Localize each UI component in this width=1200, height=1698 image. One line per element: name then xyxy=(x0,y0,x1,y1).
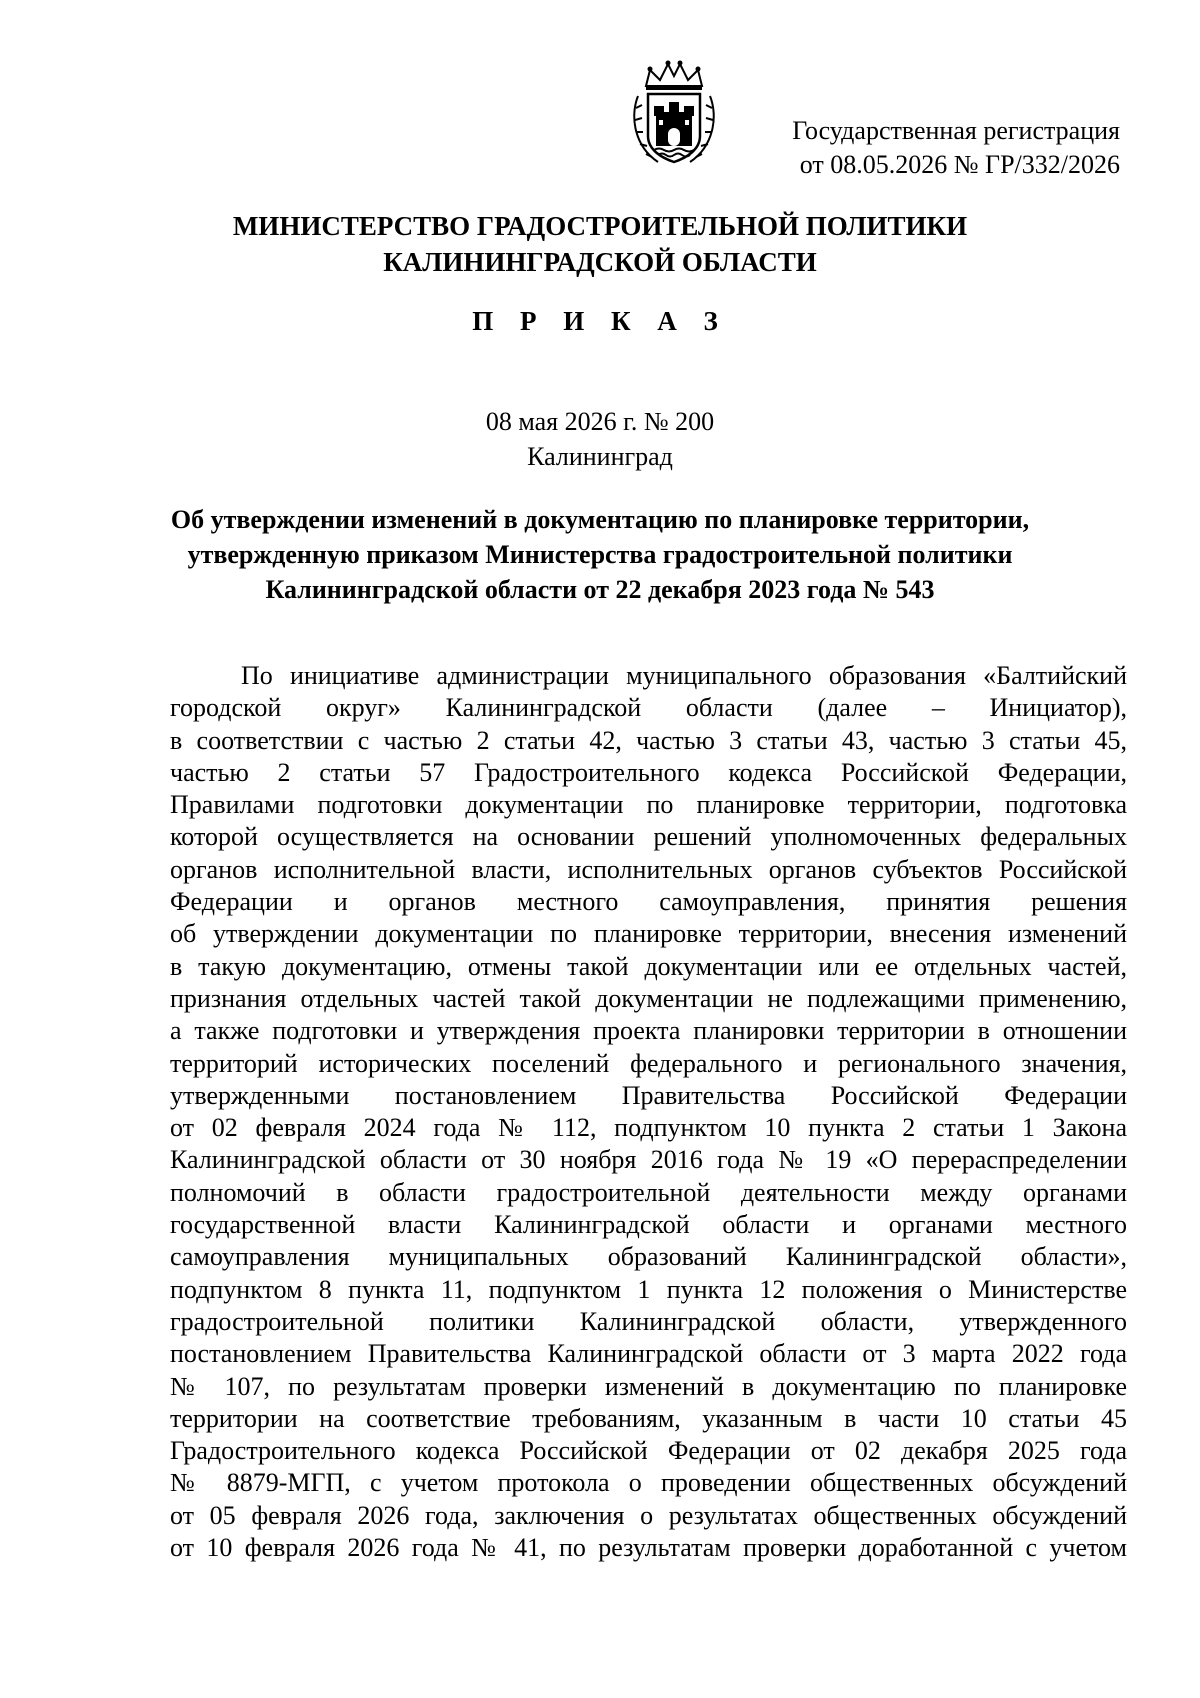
body-text-line: Правилами подготовки документации по планировке территории, подготовка xyxy=(170,790,1127,820)
body-text-line: которой осуществляется на основании решений уполномоченных федеральных xyxy=(170,822,1127,852)
subject-line-1: Об утверждении изменений в документацию по планировке территории, xyxy=(170,505,1030,534)
subject-line-2: утвержденную приказом Министерства градостроительной политики xyxy=(187,540,1013,569)
body-text-line: территории на соответствие требованиям, указанным в части 10 статьи 45 xyxy=(170,1403,1127,1433)
state-registration-block xyxy=(792,114,1120,182)
ministry-name-heading xyxy=(0,208,1200,280)
body-text-line: от 10 февраля 2026 года № 41, по результатам проверки доработанной с учетом xyxy=(170,1533,1127,1563)
order-date-number: 08 мая 2026 г. № 200 xyxy=(485,407,715,436)
subject-line-3: Калининградской области от 22 декабря 2023 года № 543 xyxy=(265,575,935,604)
body-text-line: самоуправления муниципальных образований Калининградской области», xyxy=(170,1242,1127,1272)
ministry-name-line-1: МИНИСТЕРСТВО ГРАДОСТРОИТЕЛЬНОЙ ПОЛИТИКИ xyxy=(232,211,968,241)
body-text-line: государственной власти Калининградской области и органами местного xyxy=(170,1210,1127,1240)
body-text-line: градостроительной политики Калининградской области, утвержденного xyxy=(170,1306,1127,1336)
body-text-line: Градостроительного кодекса Российской Федерации от 02 декабря 2025 года xyxy=(170,1436,1127,1466)
body-text-line: территорий исторических поселений федерального и регионального значения, xyxy=(170,1048,1127,1078)
body-text-line: городской округ» Калининградской области (далее – Инициатор), xyxy=(170,693,1127,723)
body-text-line: органов исполнительной власти, исполнительных органов субъектов Российской xyxy=(170,854,1127,884)
body-text-line: По инициативе администрации муниципального образования «Балтийский xyxy=(241,661,1127,690)
body-text-line: признания отдельных частей такой документации не подлежащими применению, xyxy=(170,983,1127,1013)
order-city: Калининград xyxy=(527,442,673,471)
registration-number: от 08.05.2026 № ГР/332/2026 xyxy=(799,150,1120,179)
body-text-line: в такую документацию, отмены такой документации или ее отдельных частей, xyxy=(170,951,1127,981)
body-text-line: № 8879-МГП, с учетом протокола о проведении общественных обсуждений xyxy=(170,1468,1127,1498)
body-text-line: от 02 февраля 2024 года № 112, подпунктом 10 пункта 2 статьи 1 Закона xyxy=(170,1113,1127,1143)
body-text-line: а также подготовки и утверждения проекта планировки территории в отношении xyxy=(170,1016,1127,1046)
coat-of-arms-emblem xyxy=(628,56,720,168)
order-subject-heading xyxy=(80,502,1120,607)
body-text-line: утвержденными постановлением Правительства Российской Федерации xyxy=(170,1080,1127,1110)
body-text-line: Калининградской области от 30 ноября 2016 года № 19 «О перераспределении xyxy=(170,1145,1127,1175)
body-text-line: частью 2 статьи 57 Градостроительного кодекса Российской Федерации, xyxy=(170,757,1127,787)
registration-label: Государственная регистрация xyxy=(792,116,1120,145)
ministry-name-line-2: КАЛИНИНГРАДСКОЙ ОБЛАСТИ xyxy=(383,247,817,277)
body-text-line: № 107, по результатам проверки изменений в документацию по планировке xyxy=(170,1371,1127,1401)
order-date-block xyxy=(0,404,1200,474)
body-text-line: полномочий в области градостроительной деятельности между органами xyxy=(170,1177,1127,1207)
body-text-line: постановлением Правительства Калининградской области от 3 марта 2022 года xyxy=(170,1339,1127,1369)
order-body-paragraph xyxy=(170,660,1127,1564)
document-type-title: П Р И К А З xyxy=(472,306,728,336)
body-text-line: подпунктом 8 пункта 11, подпунктом 1 пункта 12 положения о Министерстве xyxy=(170,1274,1127,1304)
body-text-line: об утверждении документации по планировке территории, внесения изменений xyxy=(170,919,1127,949)
body-text-line: от 05 февраля 2026 года, заключения о результатах общественных обсуждений xyxy=(170,1500,1127,1530)
body-text-line: в соответствии с частью 2 статьи 42, частью 3 статьи 43, частью 3 статьи 45, xyxy=(170,725,1127,755)
body-text-line: Федерации и органов местного самоуправления, принятия решения xyxy=(170,887,1127,917)
